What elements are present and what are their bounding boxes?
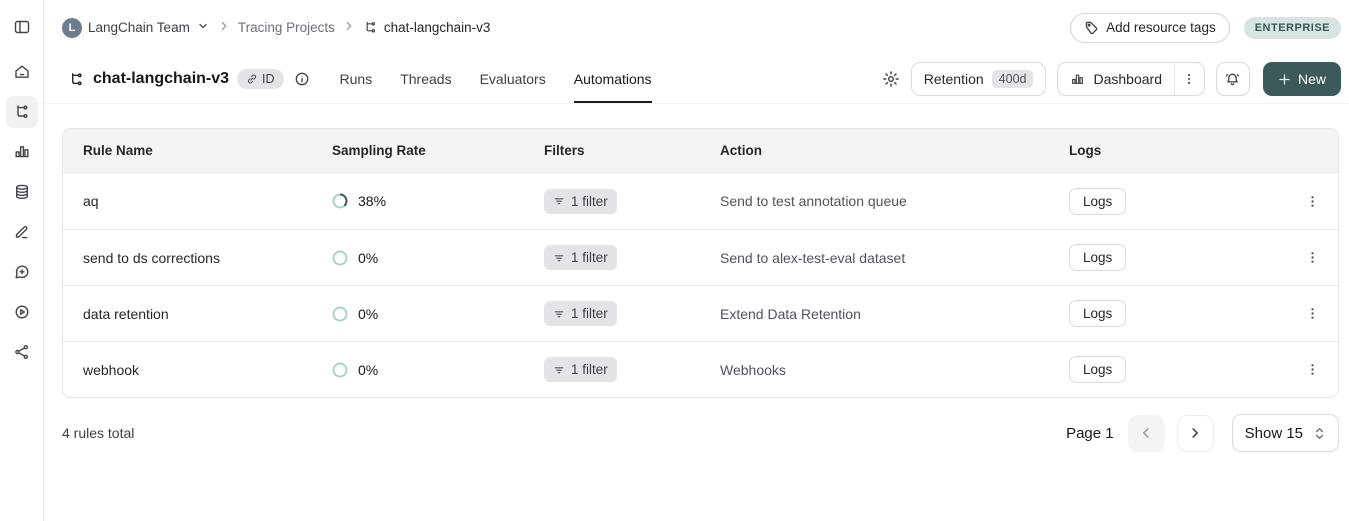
breadcrumb-project: chat-langchain-v3 [363,20,491,35]
breadcrumb [62,18,490,38]
row-menu-button[interactable] [1305,362,1320,377]
column-logs: Logs [1069,143,1102,158]
logs-button[interactable]: Logs [1069,356,1126,383]
kebab-menu-icon [1182,72,1196,86]
rule-name: aq [83,193,99,209]
sampling-ring-icon [332,362,348,378]
chevron-right-icon [1187,425,1203,441]
datasets-icon[interactable] [6,176,38,208]
chevron-down-icon [196,19,210,36]
filters-chip[interactable]: 1 filter [544,357,617,382]
new-button[interactable]: New [1263,62,1341,96]
logs-button[interactable]: Logs [1069,244,1126,271]
table-row [63,229,1338,285]
top-bar [44,0,1349,55]
tracing-project-icon [363,20,378,35]
previous-page-button[interactable] [1128,415,1165,452]
automations-table [62,128,1339,398]
sampling-ring-icon [332,250,348,266]
tab-runs[interactable]: Runs [340,55,373,103]
main-content [44,0,1349,521]
row-menu-button[interactable] [1305,306,1320,321]
project-tabs [340,55,652,103]
home-icon[interactable] [6,56,38,88]
kebab-menu-icon [1305,306,1320,321]
sampling-ring-icon [332,306,348,322]
sampling-rate-value: 0% [358,361,379,378]
page-indicator: Page 1 [1066,424,1114,442]
kebab-menu-icon [1305,250,1320,265]
table-footer [62,414,1339,452]
rule-name: send to ds corrections [83,249,220,266]
column-action: Action [720,143,762,158]
page-size-select[interactable]: Show 15 [1232,414,1339,452]
link-icon [246,73,258,85]
sampling-rate-cell [332,250,544,266]
sampling-rate-value: 0% [358,305,379,322]
tab-automations[interactable]: Automations [574,55,652,103]
rule-action: Send to test annotation queue [720,193,907,209]
sidebar-toggle-icon[interactable] [6,11,38,43]
sampling-rate-value: 0% [358,249,379,266]
org-name: LangChain Team [88,20,190,35]
org-switcher[interactable] [62,18,210,38]
breadcrumb-tracing-projects[interactable]: Tracing Projects [237,20,335,35]
left-sidebar [0,0,44,521]
kebab-menu-icon [1305,194,1320,209]
column-sampling-rate: Sampling Rate [332,143,426,158]
rule-action: Send to alex-test-eval dataset [720,249,906,266]
filters-chip[interactable]: 1 filter [544,189,617,214]
sampling-rate-cell [332,193,544,209]
title-group [68,69,310,89]
filter-icon [553,364,565,376]
rule-name: data retention [83,305,169,322]
playground-icon[interactable] [6,296,38,328]
column-filters: Filters [544,143,585,158]
dashboard-button[interactable]: Dashboard [1058,63,1174,95]
logs-button[interactable]: Logs [1069,188,1126,215]
filters-chip[interactable]: 1 filter [544,245,617,270]
sampling-ring-icon [332,193,348,209]
tab-evaluators[interactable]: Evaluators [480,55,546,103]
logs-button[interactable]: Logs [1069,300,1126,327]
rule-action: Extend Data Retention [720,305,861,322]
annotation-queues-icon[interactable] [6,216,38,248]
sampling-rate-value: 38% [358,193,387,209]
up-down-chevrons-icon [1313,426,1326,441]
row-menu-button[interactable] [1305,250,1320,265]
table-row [63,173,1338,229]
rule-action: Webhooks [720,361,786,378]
table-header-row [63,129,1338,173]
breadcrumb-separator-icon [342,19,356,36]
rules-total-label: 4 rules total [62,425,135,441]
prompts-icon[interactable] [6,256,38,288]
filter-icon [553,308,565,320]
notifications-bell-icon[interactable] [1216,62,1250,96]
chevron-left-icon [1138,425,1154,441]
settings-gear-icon[interactable] [882,70,900,88]
filter-icon [553,195,565,207]
table-row [63,341,1338,397]
tab-threads[interactable]: Threads [400,55,451,103]
topbar-right [1070,13,1341,43]
kebab-menu-icon [1305,362,1320,377]
tag-icon [1084,20,1099,35]
rule-name: webhook [83,361,140,378]
sampling-rate-cell [332,306,544,322]
deployments-icon[interactable] [6,336,38,368]
filters-chip[interactable]: 1 filter [544,301,617,326]
pagination [1066,414,1339,452]
tracing-projects-icon[interactable] [6,96,38,128]
monitoring-icon[interactable] [6,136,38,168]
filter-icon [553,252,565,264]
column-rule-name: Rule Name [83,143,153,158]
next-page-button[interactable] [1177,415,1214,452]
sampling-rate-cell [332,362,544,378]
header-actions [882,62,1341,96]
breadcrumb-separator-icon [217,19,231,36]
project-header [44,55,1349,104]
row-menu-button[interactable] [1305,194,1320,209]
plus-icon [1278,73,1291,86]
page-title: chat-langchain-v3 [93,70,230,87]
table-row [63,285,1338,341]
dashboard-more-options-button[interactable] [1174,63,1204,95]
add-resource-tags-button[interactable]: Add resource tags [1070,13,1230,43]
info-icon[interactable] [294,71,310,87]
tracing-project-icon [68,71,85,88]
org-avatar: L [62,18,82,38]
copy-id-badge[interactable]: ID [237,69,284,89]
retention-button[interactable]: Retention 400d [911,62,1047,96]
dashboard-split-button [1057,62,1205,96]
retention-days-badge: 400d [992,70,1034,88]
enterprise-plan-badge: ENTERPRISE [1244,17,1341,39]
chart-icon [1070,72,1085,87]
